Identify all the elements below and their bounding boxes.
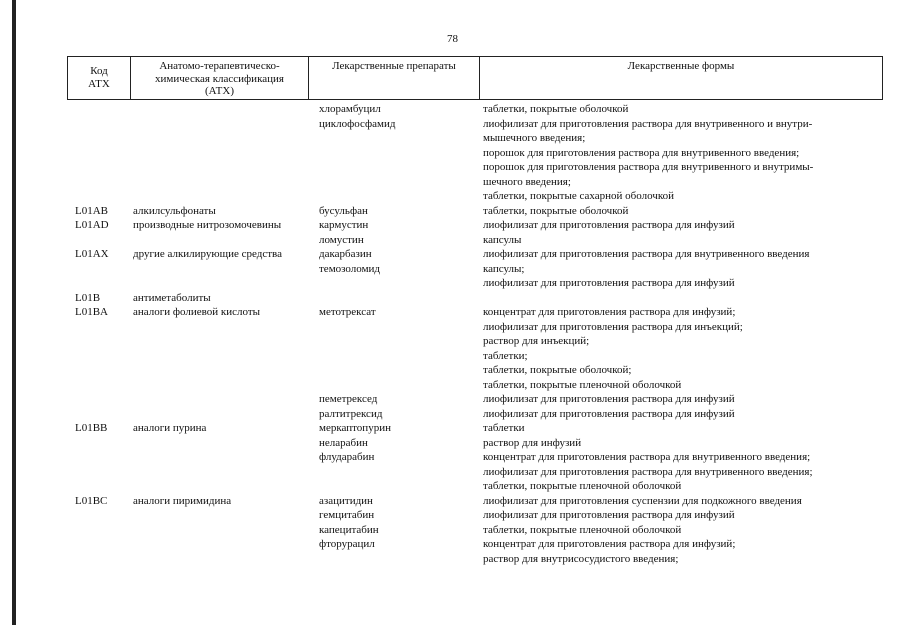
row-form: лиофилизат для приготовления раствора для инфузий bbox=[483, 509, 735, 521]
table-row bbox=[0, 291, 905, 306]
header-drugs: Лекарственные препараты bbox=[332, 60, 456, 72]
table-row bbox=[0, 508, 905, 523]
row-class: аналоги фолиевой кислоты bbox=[133, 306, 261, 318]
row-drug: флударабин bbox=[319, 451, 375, 463]
table-row bbox=[0, 523, 905, 538]
header-class-line1: Анатомо-терапевтическо- bbox=[159, 60, 280, 72]
row-form: раствор для инфузий bbox=[483, 436, 582, 449]
table-row bbox=[0, 421, 905, 436]
header-forms: Лекарственные формы bbox=[627, 60, 735, 72]
table-row bbox=[0, 349, 905, 364]
row-drug: азацитидин bbox=[319, 494, 373, 507]
table-row bbox=[0, 218, 905, 233]
row-drug: темозоломид bbox=[319, 262, 381, 275]
table-row bbox=[0, 378, 905, 393]
row-form: лиофилизат для приготовления раствора для внутривенного и внутри- bbox=[483, 117, 813, 130]
header-code-line2: АТХ bbox=[88, 77, 110, 90]
table-row bbox=[0, 363, 905, 378]
row-form: таблетки, покрытые оболочкой bbox=[483, 204, 629, 217]
row-class: другие алкилирующие средства bbox=[133, 248, 282, 260]
row-code: L01BA bbox=[75, 306, 108, 318]
row-drug: гемцитабин bbox=[319, 509, 375, 521]
row-code: L01AB bbox=[75, 204, 108, 217]
table-row bbox=[0, 320, 905, 335]
header-class-cell bbox=[131, 57, 309, 99]
row-code: L01AX bbox=[75, 248, 109, 260]
row-form: таблетки, покрытые пленочной оболочкой bbox=[483, 480, 682, 492]
table-row bbox=[0, 450, 905, 465]
row-class: алкилсульфонаты bbox=[133, 204, 216, 217]
row-drug: ломустин bbox=[319, 233, 364, 246]
row-form: концентрат для приготовления раствора для внутривенного введения; bbox=[483, 451, 811, 463]
row-form: раствор для инъекций; bbox=[483, 335, 590, 347]
row-drug: меркаптопурин bbox=[319, 422, 391, 434]
table-row bbox=[0, 175, 905, 190]
row-code: L01B bbox=[75, 291, 101, 304]
table-row bbox=[0, 305, 905, 320]
row-drug: дакарбазин bbox=[319, 248, 372, 260]
row-drug: неларабин bbox=[319, 436, 368, 449]
row-drug: метотрексат bbox=[319, 306, 376, 318]
row-drug: кармустин bbox=[319, 219, 369, 231]
row-form: шечного введения; bbox=[483, 175, 571, 188]
table-row bbox=[0, 465, 905, 480]
row-form: таблетки, покрытые пленочной оболочкой bbox=[483, 523, 682, 536]
row-form: лиофилизат для приготовления раствора для инфузий bbox=[483, 219, 735, 231]
row-drug: хлорамбуцил bbox=[319, 103, 381, 115]
row-form: таблетки, покрытые пленочной оболочкой bbox=[483, 378, 682, 391]
row-drug: бусульфан bbox=[319, 204, 368, 217]
row-class: аналоги пурина bbox=[133, 422, 207, 434]
table-row bbox=[0, 233, 905, 248]
table-row bbox=[0, 436, 905, 451]
table-body bbox=[0, 102, 905, 566]
row-form: лиофилизат для приготовления раствора для инфузий bbox=[483, 407, 735, 420]
row-class: аналоги пиримидина bbox=[133, 494, 232, 507]
row-form: раствор для внутрисосудистого введения; bbox=[483, 552, 679, 565]
row-form: таблетки, покрытые оболочкой; bbox=[483, 364, 632, 376]
header-drugs-cell bbox=[309, 57, 480, 99]
table-row bbox=[0, 552, 905, 567]
row-drug: пеметрексед bbox=[319, 393, 378, 405]
row-drug: капецитабин bbox=[319, 523, 379, 536]
row-form: лиофилизат для приготовления суспензии для подкожного введения bbox=[483, 494, 802, 507]
row-form: таблетки; bbox=[483, 349, 528, 362]
row-class: производные нитрозомочевины bbox=[133, 219, 282, 231]
row-code: L01BC bbox=[75, 494, 108, 507]
row-form: таблетки, покрытые сахарной оболочкой bbox=[483, 190, 675, 202]
table-row bbox=[0, 334, 905, 349]
row-form: порошок для приготовления раствора для внутривенного введения; bbox=[483, 146, 800, 159]
row-drug: циклофосфамид bbox=[319, 117, 396, 130]
row-form: лиофилизат для приготовления раствора для внутривенного введения; bbox=[483, 465, 813, 478]
row-form: таблетки, покрытые оболочкой bbox=[483, 103, 629, 115]
table-row bbox=[0, 189, 905, 204]
table-row bbox=[0, 146, 905, 161]
row-form: капсулы; bbox=[483, 262, 525, 275]
row-form: лиофилизат для приготовления раствора для инфузий bbox=[483, 277, 735, 289]
table-row bbox=[0, 407, 905, 422]
table-row bbox=[0, 494, 905, 509]
row-form: концентрат для приготовления раствора для инфузий; bbox=[483, 306, 736, 318]
header-code-line1: Код bbox=[90, 65, 108, 77]
row-drug: ралтитрексид bbox=[319, 407, 383, 420]
row-form: порошок для приготовления раствора для внутривенного и внутримы- bbox=[483, 161, 814, 173]
row-class: антиметаболиты bbox=[133, 291, 211, 304]
row-code: L01BB bbox=[75, 422, 108, 434]
row-form: таблетки bbox=[483, 422, 525, 434]
row-form: концентрат для приготовления раствора для инфузий; bbox=[483, 538, 736, 550]
page-number: 78 bbox=[447, 33, 458, 45]
table-row bbox=[0, 276, 905, 291]
row-form: мышечного введения; bbox=[483, 132, 586, 144]
header-code-cell bbox=[68, 57, 131, 99]
table-row bbox=[0, 262, 905, 277]
table-row bbox=[0, 131, 905, 146]
table-row bbox=[0, 479, 905, 494]
row-code: L01AD bbox=[75, 219, 109, 231]
row-drug: фторурацил bbox=[319, 538, 375, 550]
table-header bbox=[67, 56, 883, 100]
table-row bbox=[0, 117, 905, 132]
table-row bbox=[0, 392, 905, 407]
row-form: капсулы bbox=[483, 233, 522, 246]
row-form: лиофилизат для приготовления раствора для внутривенного введения bbox=[483, 248, 810, 260]
header-class-line2: химическая классификация bbox=[155, 72, 284, 85]
table-row bbox=[0, 204, 905, 219]
header-forms-cell bbox=[480, 57, 882, 99]
table-row bbox=[0, 160, 905, 175]
header-class-line3: (АТХ) bbox=[205, 85, 234, 97]
row-form: лиофилизат для приготовления раствора для инфузий bbox=[483, 393, 735, 405]
table-row bbox=[0, 247, 905, 262]
row-form: лиофилизат для приготовления раствора для инъекций; bbox=[483, 320, 743, 333]
table-row bbox=[0, 102, 905, 117]
table-row bbox=[0, 537, 905, 552]
